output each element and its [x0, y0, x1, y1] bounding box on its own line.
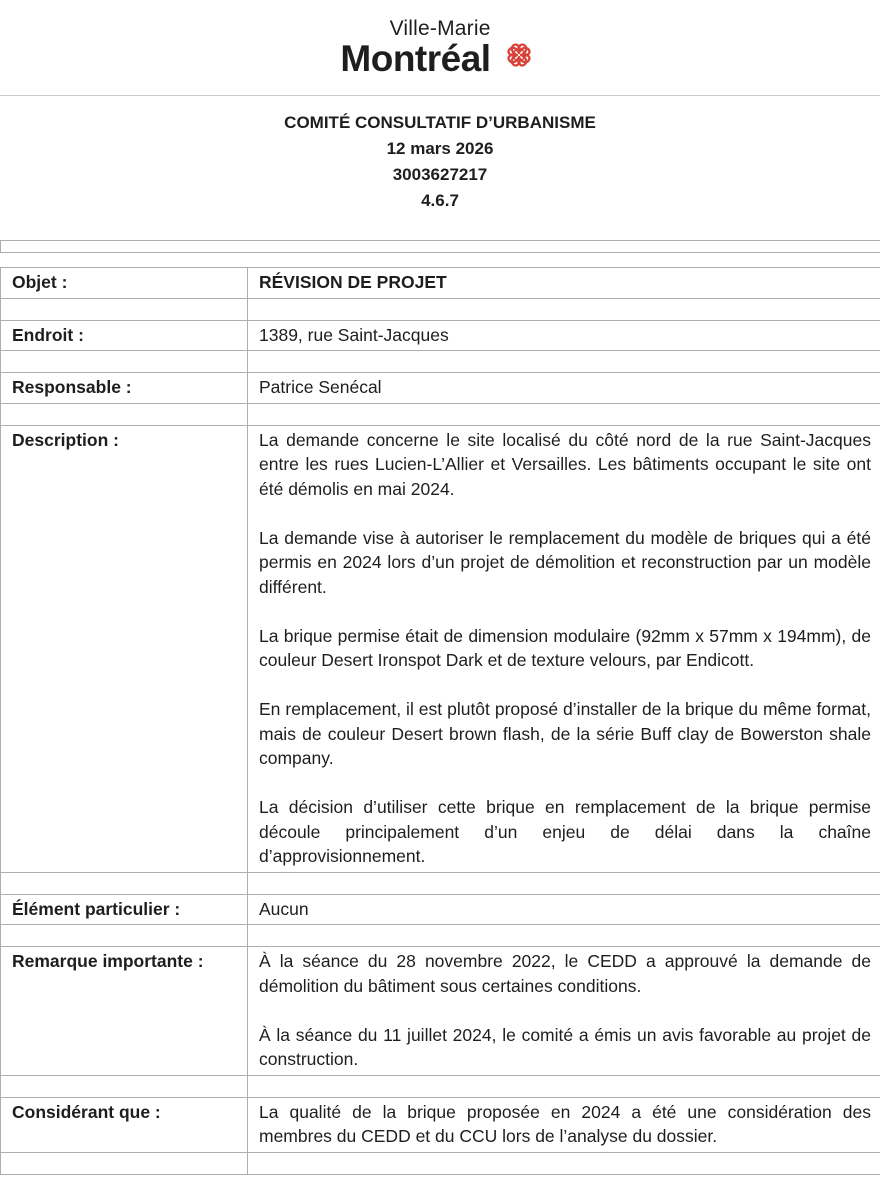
spacer-cell [248, 403, 880, 425]
spacer-cell [1, 872, 248, 894]
field-value-paragraph: La demande concerne le site localisé du côté nord de la rue Saint-Jacques entre les rues Lucien-L’Allier et Versailles. Les bâtiments occupant le site ont été démolis en mai 2024. [259, 429, 871, 499]
fields-table [0, 267, 880, 1175]
table-row [1, 894, 880, 925]
file-number: 3003627217 [392, 165, 488, 184]
field-value-paragraph: En remplacement, il est plutôt proposé d’installer de la brique du même format, mais de couleur Desert brown flash, de la série Buff clay de Bowerston shale company. [259, 699, 871, 768]
field-value-paragraph: Patrice Senécal [259, 377, 382, 397]
table-row [1, 268, 880, 299]
table-row [1, 1097, 880, 1152]
field-value-paragraph: La qualité de la brique proposée en 2024 a été une considération des membres du CEDD et du CCU lors de l’analyse du dossier. [259, 1101, 871, 1146]
spacer-cell [1, 351, 248, 373]
montreal-logo [340, 18, 539, 77]
field-label: Objet : [1, 268, 248, 299]
field-value-paragraph: La brique permise était de dimension modulaire (92mm x 57mm x 194mm), de couleur Desert Ironspot Dark et de texture velours, par Endicott. [259, 625, 871, 670]
spacer-row [1, 1152, 880, 1174]
field-label: Considérant que : [1, 1097, 248, 1152]
spacer-cell [1, 1075, 248, 1097]
field-value-paragraph: RÉVISION DE PROJET [259, 272, 447, 292]
field-label: Description : [1, 425, 248, 872]
field-label: Remarque importante : [1, 947, 248, 1076]
field-value [248, 320, 880, 351]
table-row [1, 947, 880, 1076]
table-row [1, 373, 880, 404]
city-wordmark: Montréal [340, 38, 491, 79]
field-value-paragraph: La décision d’utiliser cette brique en remplacement de la brique permise découle principalement d’un enjeu de délai dans la chaîne d’approvisionnement. [259, 797, 871, 866]
spacer-cell [1, 1152, 248, 1174]
spacer-row [1, 925, 880, 947]
meeting-date: 12 mars 2026 [386, 139, 494, 158]
spacer-cell [248, 1152, 880, 1174]
spacer-row [1, 872, 880, 894]
field-value [248, 1097, 880, 1152]
spacer-cell [1, 925, 248, 947]
spacer-row [1, 403, 880, 425]
field-value [248, 947, 880, 1076]
field-value [248, 894, 880, 925]
spacer-cell [1, 298, 248, 320]
field-value-paragraph: La demande vise à autoriser le remplacement du modèle de briques qui a été permis en 2024 lors d’un projet de démolition et reconstruction par un modèle différent. [259, 527, 871, 597]
spacer-row [1, 1075, 880, 1097]
field-value [248, 373, 880, 404]
committee-title: COMITÉ CONSULTATIF D’URBANISME [284, 113, 596, 132]
table-row [1, 425, 880, 872]
borough-name: Ville-Marie [389, 17, 491, 40]
spacer-cell [248, 1075, 880, 1097]
agenda-item-number: 4.6.7 [421, 191, 459, 210]
field-value-paragraph: Aucun [259, 898, 309, 919]
field-value-paragraph: À la séance du 28 novembre 2022, le CEDD a approuvé la demande de démolition du bâtiment sous certaines conditions. [259, 951, 871, 996]
title-block [0, 110, 880, 214]
separator-band [0, 240, 880, 253]
spacer-cell [248, 351, 880, 373]
table-row [1, 320, 880, 351]
field-label: Endroit : [1, 320, 248, 351]
fields-table-body [1, 268, 880, 1175]
field-label: Responsable : [1, 373, 248, 404]
field-value [248, 268, 880, 299]
field-value-paragraph: 1389, rue Saint-Jacques [259, 324, 449, 345]
spacer-row [1, 298, 880, 320]
page-header [0, 0, 880, 96]
field-value [248, 425, 880, 872]
spacer-cell [248, 925, 880, 947]
field-label: Élément particulier : [1, 894, 248, 925]
spacer-cell [248, 872, 880, 894]
spacer-cell [248, 298, 880, 320]
logo-wordmark [340, 18, 490, 77]
field-value-paragraph: À la séance du 11 juillet 2024, le comité a émis un avis favorable au projet de construction. [259, 1024, 871, 1069]
montreal-rosette-icon [498, 34, 540, 76]
spacer-row [1, 351, 880, 373]
spacer-cell [1, 403, 248, 425]
